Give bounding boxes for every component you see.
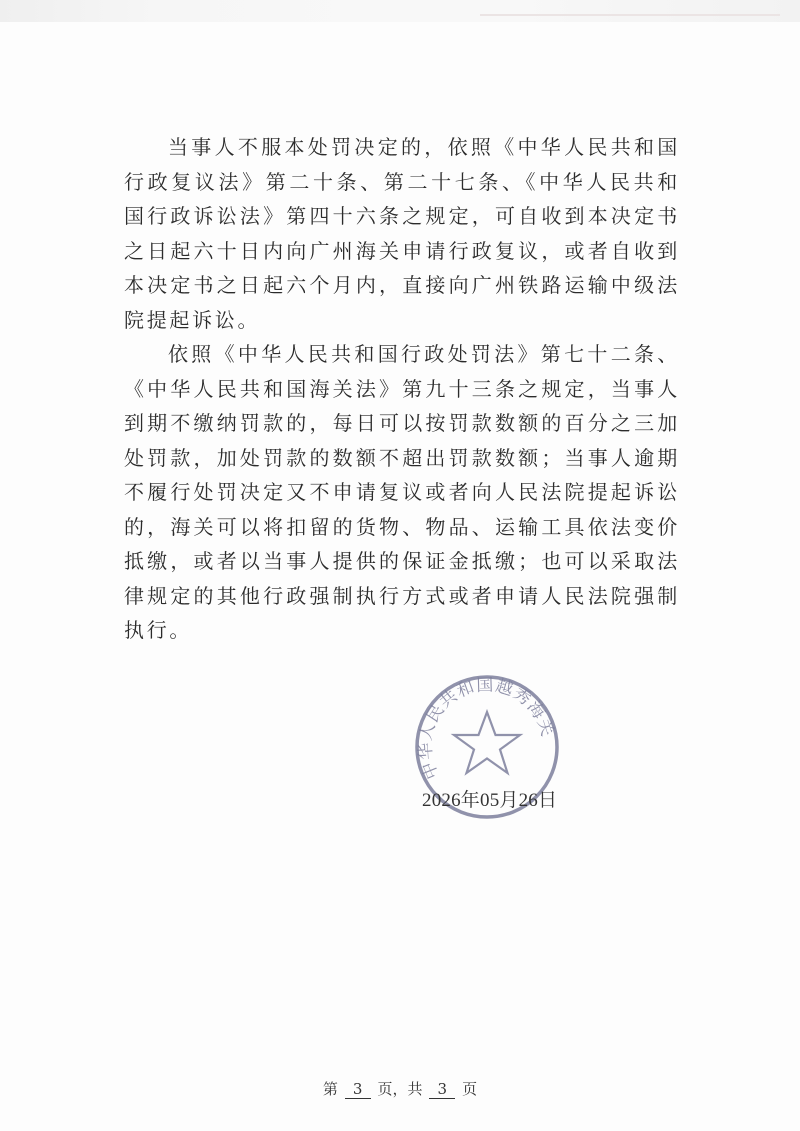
svg-text:中华人民共和国越秀海关 <box>416 675 558 781</box>
scan-edge-artifact <box>0 0 800 22</box>
paragraph-appeal-rights: 当事人不服本处罚决定的，依照《中华人民共和国行政复议法》第二十条、第二十七条、《中华人民共和国行政诉讼法》第四十六条之规定，可自收到本决定书之日起六十日内向广州海关申请行政复议，或者自收到本决定书之日起六个月内，直接向广州铁路运输中级法院提起诉讼。 <box>124 135 680 332</box>
total-pages-number: 3 <box>429 1080 455 1099</box>
document-body <box>124 130 680 648</box>
star-icon <box>454 712 520 773</box>
paragraph-enforcement: 依照《中华人民共和国行政处罚法》第七十二条、《中华人民共和国海关法》第九十三条之规定，当事人到期不缴纳罚款的，每日可以按罚款数额的百分之三加处罚款，加处罚款的数额不超出罚款数额；当事人逾期不履行处罚决定又不申请复议或者向人民法院提起诉讼的，海关可以将扣留的货物、物品、运输工具依法变价抵缴，或者以当事人提供的保证金抵缴；也可以采取法律规定的其他行政强制执行方式或者申请人民法院强制执行。 <box>124 342 680 642</box>
document-date: 2026年05月26日 <box>422 790 558 811</box>
page-footer <box>0 1078 800 1099</box>
footer-suffix: 页 <box>462 1080 478 1098</box>
footer-prefix: 第 <box>322 1080 338 1098</box>
seal-text: 中华人民共和国越秀海关 <box>415 675 558 782</box>
footer-middle: 页，共 <box>377 1080 423 1098</box>
current-page-number: 3 <box>345 1080 371 1099</box>
